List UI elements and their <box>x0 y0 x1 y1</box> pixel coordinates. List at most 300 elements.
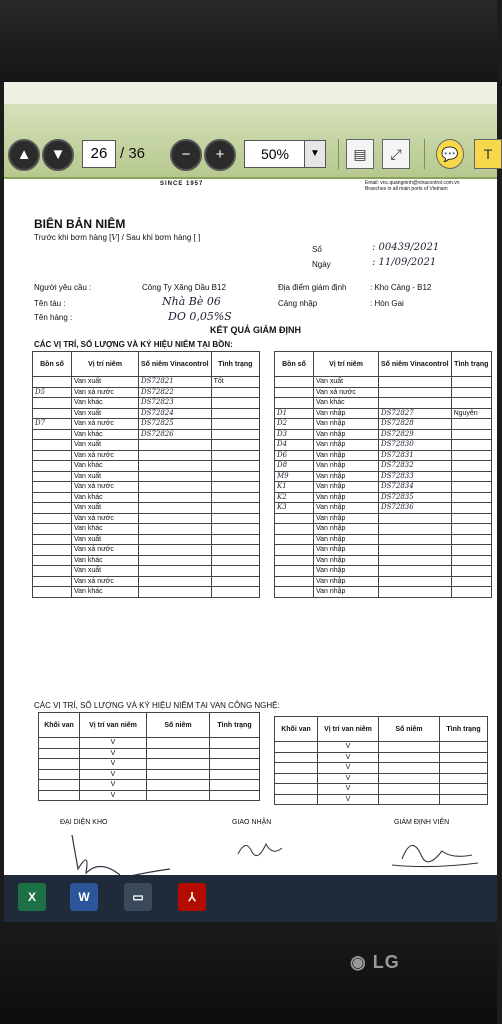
cell-status <box>210 769 260 780</box>
col-header-position: Vị trí niêm <box>314 352 379 377</box>
cell-position: Van xuất <box>72 534 139 545</box>
cell-position: Van xả nước <box>72 576 139 587</box>
col-header-tank: Bồn số <box>275 352 314 377</box>
cell-position: Van khác <box>72 398 139 409</box>
table-row <box>275 398 492 409</box>
cell-status <box>451 450 491 461</box>
cell-position: Van xuất <box>314 377 379 388</box>
cell-tank: D8 <box>275 461 314 472</box>
table-row <box>33 471 260 482</box>
cell-position: V <box>318 794 379 805</box>
cell-seal-number <box>379 566 452 577</box>
cell-position: Van nhập <box>314 576 379 587</box>
previous-page-button[interactable] <box>8 139 40 171</box>
cell-seal-number <box>139 503 212 514</box>
cell-status <box>440 794 488 805</box>
cell-seal-number <box>379 377 452 388</box>
cell-position: Van khác <box>314 398 379 409</box>
cell-position: Van nhập <box>314 482 379 493</box>
pdf-reader-taskbar-button[interactable] <box>178 883 206 911</box>
so-label: Số <box>312 245 322 254</box>
cell-position: Van xả nước <box>72 450 139 461</box>
cell-position: Van xả nước <box>72 513 139 524</box>
cell-seal-number <box>379 763 440 774</box>
cell-seal-number <box>139 545 212 556</box>
table-row <box>275 429 492 440</box>
cell-status <box>451 503 491 514</box>
table-row <box>275 377 492 388</box>
cell-tank <box>39 790 80 801</box>
cell-position: V <box>318 742 379 753</box>
cell-seal-number: DS72828 <box>379 419 452 430</box>
cell-tank <box>275 752 318 763</box>
cell-seal-number: DS72827 <box>379 408 452 419</box>
cell-tank <box>275 555 314 566</box>
table-row <box>275 387 492 398</box>
table-row <box>33 419 260 430</box>
cell-tank: K3 <box>275 503 314 514</box>
cell-seal-number <box>379 534 452 545</box>
cell-tank <box>275 534 314 545</box>
expand-icon: ⤢ <box>390 146 402 162</box>
cell-status <box>451 545 491 556</box>
cell-tank <box>275 576 314 587</box>
table-row <box>33 576 260 587</box>
table-row <box>275 419 492 430</box>
table-row <box>275 566 492 577</box>
cell-tank <box>275 398 314 409</box>
cell-tank: K2 <box>275 492 314 503</box>
cell-status <box>211 566 259 577</box>
fit-page-icon: ▤ <box>353 146 367 162</box>
left-tank-header-row <box>33 352 260 377</box>
cell-tank <box>275 387 314 398</box>
cell-seal-number <box>147 759 210 770</box>
cell-tank <box>275 794 318 805</box>
cell-position: Van xả nước <box>72 545 139 556</box>
cell-status <box>451 398 491 409</box>
col-header-status: Tình trạng <box>211 352 259 377</box>
cell-position: Van nhập <box>314 524 379 535</box>
cell-position: Van khác <box>72 524 139 535</box>
col-header-position: Vị trí niêm <box>72 352 139 377</box>
cell-seal-number: DS72826 <box>139 429 212 440</box>
cell-tank <box>33 534 72 545</box>
cell-tank <box>33 545 72 556</box>
before-pump-close: ] / <box>117 233 124 242</box>
cell-position: Van xả nước <box>72 387 139 398</box>
table-row <box>33 587 260 598</box>
vessel-label: Tên tàu : <box>34 299 66 308</box>
monitor-brand: LG <box>372 952 400 972</box>
cell-seal-number <box>139 566 212 577</box>
cell-status <box>211 545 259 556</box>
table-row <box>39 759 260 770</box>
cell-status <box>211 461 259 472</box>
cell-position: Van nhập <box>314 545 379 556</box>
cell-position: Van nhập <box>314 461 379 472</box>
port-value: : Hòn Gai <box>370 299 404 308</box>
cell-status <box>451 492 491 503</box>
cell-status <box>451 377 491 388</box>
cell-status <box>211 419 259 430</box>
cell-status <box>210 748 260 759</box>
page-total: / 36 <box>120 145 146 162</box>
table-row <box>33 387 260 398</box>
pdf-icon: ⅄ <box>188 890 196 904</box>
cell-position: V <box>318 763 379 774</box>
cell-position: Van xả nước <box>314 387 379 398</box>
cell-position: Van nhập <box>314 408 379 419</box>
cell-position: Van nhập <box>314 503 379 514</box>
cell-seal-number <box>379 784 440 795</box>
cell-position: Van xuất <box>72 408 139 419</box>
cell-status <box>211 503 259 514</box>
header-since: SINCE 1957 <box>160 181 204 187</box>
fit-width-button[interactable] <box>382 139 410 169</box>
cell-seal-number <box>139 482 212 493</box>
cell-status <box>451 524 491 535</box>
requester-label: Người yêu cầu : <box>34 283 92 292</box>
cell-status <box>440 752 488 763</box>
cell-seal-number: DS72831 <box>379 450 452 461</box>
cell-tank: M9 <box>275 471 314 482</box>
cell-seal-number <box>379 555 452 566</box>
cell-tank <box>33 492 72 503</box>
table-row <box>39 769 260 780</box>
left-tank-table <box>32 351 260 598</box>
cell-seal-number: DS72822 <box>139 387 212 398</box>
col-header-status: Tình trạng <box>210 713 260 738</box>
cell-seal-number <box>139 492 212 503</box>
highlight-text-button[interactable] <box>474 139 502 169</box>
cell-tank <box>275 587 314 598</box>
cell-status <box>451 387 491 398</box>
cell-seal-number: DS72836 <box>379 503 452 514</box>
result-title: KẾT QUẢ GIÁM ĐỊNH <box>210 325 301 335</box>
cell-status <box>451 587 491 598</box>
right-tank-table <box>274 351 492 598</box>
col-header-status: Tình trạng <box>440 717 488 742</box>
cell-status: Tốt <box>211 377 259 388</box>
vessel-value: Nhà Bè 06 <box>162 295 221 308</box>
cell-status <box>451 440 491 451</box>
cell-status <box>211 387 259 398</box>
van-section-title: CÁC VỊ TRÍ, SỐ LƯỢNG VÀ KÝ HIỆU NIÊM TẠI VAN CÔNG NGHỆ: <box>34 701 280 710</box>
excel-taskbar-button[interactable] <box>18 883 46 911</box>
cell-seal-number: DS72829 <box>379 429 452 440</box>
cell-position: Van xuất <box>72 440 139 451</box>
cell-tank <box>39 769 80 780</box>
table-row <box>33 398 260 409</box>
table-row <box>275 503 492 514</box>
cell-tank: D3 <box>275 429 314 440</box>
cell-tank <box>275 545 314 556</box>
col-header-seal-number: Số niêm <box>379 717 440 742</box>
cell-position: Van nhập <box>314 429 379 440</box>
cell-tank <box>275 377 314 388</box>
monitor-bezel-top <box>0 0 497 82</box>
cell-position: Van nhập <box>314 587 379 598</box>
cell-position: Van nhập <box>314 566 379 577</box>
table-row <box>39 790 260 801</box>
ngay-value: : 11/09/2021 <box>372 257 437 268</box>
text-tool-icon: T <box>483 146 493 162</box>
location-value: : Kho Cảng - B12 <box>370 283 432 292</box>
document-title: BIÊN BẢN NIÊM <box>34 217 126 231</box>
cell-seal-number <box>139 440 212 451</box>
cell-status <box>211 471 259 482</box>
toolbar-row <box>4 137 497 173</box>
table-row <box>275 742 488 753</box>
header-contact <box>365 180 495 192</box>
cell-seal-number <box>379 752 440 763</box>
toolbar-separator <box>338 139 339 169</box>
port-label: Cảng nhập <box>278 299 318 308</box>
lg-logo <box>350 952 400 973</box>
cell-seal-number <box>147 780 210 791</box>
cell-status <box>440 763 488 774</box>
cell-tank <box>275 566 314 577</box>
cell-tank: D4 <box>275 440 314 451</box>
cell-status <box>451 461 491 472</box>
cell-position: V <box>80 748 147 759</box>
toolbar-top-strip <box>4 82 497 104</box>
table-row <box>33 545 260 556</box>
cell-seal-number <box>379 398 452 409</box>
cell-position: V <box>318 752 379 763</box>
cell-position: Van xuất <box>72 566 139 577</box>
excel-icon: X <box>27 890 36 904</box>
cell-tank <box>39 738 80 749</box>
cell-position: Van nhập <box>314 534 379 545</box>
cell-tank <box>275 513 314 524</box>
cell-position: Van nhập <box>314 419 379 430</box>
cell-position: V <box>80 780 147 791</box>
cell-seal-number: DS72825 <box>139 419 212 430</box>
cell-tank <box>275 784 318 795</box>
table-row <box>33 408 260 419</box>
cell-seal-number <box>139 524 212 535</box>
zoom-level-field[interactable]: 50% <box>244 140 306 168</box>
cell-status <box>211 492 259 503</box>
comment-icon: 💬 <box>441 146 459 162</box>
table-row <box>275 450 492 461</box>
cell-status <box>210 780 260 791</box>
cell-seal-number <box>379 773 440 784</box>
zoom-dropdown-button[interactable] <box>304 140 326 168</box>
cell-position: Van khác <box>72 429 139 440</box>
cell-tank: D5 <box>33 387 72 398</box>
cell-seal-number <box>379 545 452 556</box>
cell-status <box>451 419 491 430</box>
cell-seal-number: DS72824 <box>139 408 212 419</box>
cell-seal-number <box>379 524 452 535</box>
cell-position: Van nhập <box>314 440 379 451</box>
col-header-valve-block: Khối van <box>275 717 318 742</box>
cell-seal-number: DS72830 <box>379 440 452 451</box>
cell-seal-number: DS72833 <box>379 471 452 482</box>
cell-tank: D1 <box>275 408 314 419</box>
plus-icon: + <box>215 146 225 163</box>
col-header-valve-position: Vị trí van niêm <box>80 713 147 738</box>
table-row <box>33 440 260 451</box>
zoom-out-button[interactable] <box>170 139 202 171</box>
table-row <box>275 545 492 556</box>
cell-seal-number <box>379 513 452 524</box>
left-van-header-row <box>39 713 260 738</box>
cell-seal-number <box>379 576 452 587</box>
cell-status <box>451 429 491 440</box>
arrow-down-icon: ▼ <box>50 146 66 163</box>
cell-tank: D2 <box>275 419 314 430</box>
warehouse-rep-label: ĐẠI DIỆN KHO <box>60 819 108 826</box>
cell-seal-number <box>139 471 212 482</box>
cell-position: Van xả nước <box>72 419 139 430</box>
pump-status-line <box>34 233 200 242</box>
cell-position: V <box>80 790 147 801</box>
requester-value: Công Ty Xăng Dầu B12 <box>142 283 226 292</box>
cell-tank <box>33 576 72 587</box>
arrow-up-icon: ▲ <box>16 146 32 163</box>
zoom-in-button[interactable] <box>204 139 236 171</box>
cell-status <box>440 742 488 753</box>
table-row <box>275 408 492 419</box>
cell-tank <box>33 429 72 440</box>
cell-status <box>211 429 259 440</box>
cell-status <box>211 440 259 451</box>
table-row <box>33 450 260 461</box>
so-value: : 00439/2021 <box>372 242 440 253</box>
cell-tank <box>33 503 72 514</box>
table-row <box>33 492 260 503</box>
cell-tank <box>33 524 72 535</box>
cell-status: Nguyên <box>451 408 491 419</box>
location-label: Địa điểm giám định <box>278 283 347 292</box>
cell-status <box>211 482 259 493</box>
inspector-label: GIÁM ĐỊNH VIÊN <box>394 819 450 826</box>
cell-position: V <box>80 738 147 749</box>
table-row <box>275 587 492 598</box>
cell-status <box>440 773 488 784</box>
comment-button[interactable] <box>436 139 464 169</box>
cell-position: Van nhập <box>314 492 379 503</box>
cell-seal-number: DS72823 <box>139 398 212 409</box>
scanner-icon: ▭ <box>132 890 144 904</box>
header-branches: Branches in all main ports of Vietnam <box>365 186 448 192</box>
delivery-signature <box>232 834 292 864</box>
taskbar <box>4 875 497 922</box>
left-van-table <box>38 712 260 801</box>
pdf-toolbar <box>4 82 497 179</box>
cell-seal-number <box>379 387 452 398</box>
cell-seal-number <box>139 576 212 587</box>
cell-tank <box>39 780 80 791</box>
cell-position: V <box>80 759 147 770</box>
cell-status <box>440 784 488 795</box>
cell-tank <box>33 440 72 451</box>
cell-tank <box>33 482 72 493</box>
cell-status <box>211 408 259 419</box>
before-pump-label: Trước khi bơm hàng [ <box>34 233 112 242</box>
cell-tank: D6 <box>275 450 314 461</box>
cell-status <box>451 513 491 524</box>
cell-tank <box>33 566 72 577</box>
table-row <box>275 461 492 472</box>
cell-seal-number <box>147 748 210 759</box>
table-row <box>33 377 260 388</box>
next-page-button[interactable] <box>42 139 74 171</box>
table-row <box>275 752 488 763</box>
table-row <box>275 763 488 774</box>
table-row <box>275 773 488 784</box>
col-header-valve-position: Vị trí van niêm <box>318 717 379 742</box>
cell-seal-number: DS72832 <box>379 461 452 472</box>
scanner-taskbar-button[interactable] <box>124 883 152 911</box>
cell-seal-number <box>147 769 210 780</box>
cell-seal-number <box>379 742 440 753</box>
cell-seal-number <box>379 794 440 805</box>
cargo-value: DO 0,05%S <box>168 310 232 323</box>
table-row <box>33 534 260 545</box>
delivery-rep-label: GIAO NHẬN <box>232 819 272 826</box>
cell-seal-number: DS72835 <box>379 492 452 503</box>
table-row <box>275 555 492 566</box>
fit-page-button[interactable] <box>346 139 374 169</box>
col-header-seal-number: Số niêm Vinacontrol <box>139 352 212 377</box>
cell-tank <box>275 773 318 784</box>
tank-section-title: CÁC VỊ TRÍ, SỐ LƯỢNG VÀ KÝ HIỆU NIÊM TẠI BỒN: <box>34 340 233 349</box>
table-row <box>33 482 260 493</box>
cell-position: V <box>318 784 379 795</box>
after-pump-label: Sau khi bơm hàng [ ] <box>126 233 201 242</box>
cell-tank <box>33 461 72 472</box>
cell-position: Van xuất <box>72 377 139 388</box>
cell-position: Van xuất <box>72 471 139 482</box>
cell-tank <box>39 759 80 770</box>
cell-seal-number <box>379 587 452 598</box>
cell-seal-number <box>147 790 210 801</box>
col-header-seal-number: Số niêm Vinacontrol <box>379 352 452 377</box>
table-row <box>275 524 492 535</box>
cell-tank <box>275 742 318 753</box>
cell-tank <box>33 398 72 409</box>
page-number-input[interactable]: 26 <box>82 140 116 168</box>
col-header-seal-number: Số niêm <box>147 713 210 738</box>
cell-seal-number <box>139 513 212 524</box>
cell-tank <box>33 450 72 461</box>
word-taskbar-button[interactable] <box>70 883 98 911</box>
right-tank-header-row <box>275 352 492 377</box>
cell-status <box>211 398 259 409</box>
chevron-down-icon: ▼ <box>310 148 320 159</box>
cell-seal-number <box>139 450 212 461</box>
cell-position: Van xả nước <box>72 482 139 493</box>
col-header-status: Tình trạng <box>451 352 491 377</box>
table-row <box>33 503 260 514</box>
cell-tank <box>33 513 72 524</box>
cell-status <box>451 555 491 566</box>
cell-position: Van nhập <box>314 555 379 566</box>
cell-seal-number <box>139 555 212 566</box>
header-email: Email: vnc.quangninh@vinacontrol.com.vn <box>365 180 460 186</box>
cell-status <box>211 555 259 566</box>
cell-seal-number <box>139 534 212 545</box>
cell-position: Van khác <box>72 492 139 503</box>
cell-status <box>211 450 259 461</box>
cell-seal-number <box>139 587 212 598</box>
ngay-label: Ngày <box>312 260 331 269</box>
